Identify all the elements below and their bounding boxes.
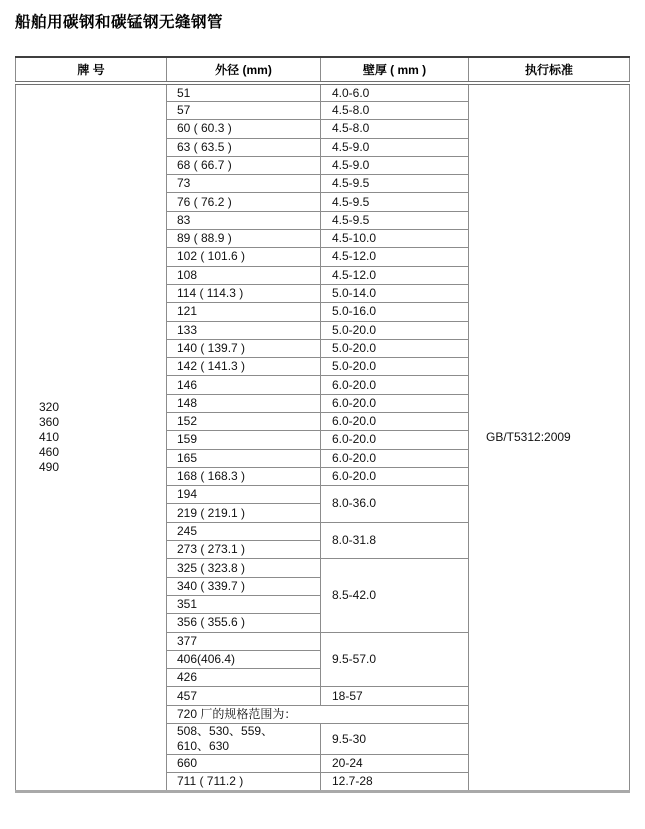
outer-diameter-cell: 508、530、559、 610、630: [167, 724, 321, 755]
outer-diameter-cell: 351: [167, 595, 321, 613]
wall-thickness-cell: 9.5-57.0: [321, 632, 469, 687]
column-header-wall-thickness: 壁厚 ( mm ): [321, 57, 469, 83]
wall-thickness-cell: 20-24: [321, 755, 469, 773]
wall-thickness-cell: 8.0-36.0: [321, 486, 469, 523]
outer-diameter-cell: 60 ( 60.3 ): [167, 120, 321, 138]
outer-diameter-cell: 457: [167, 687, 321, 705]
outer-diameter-cell: 68 ( 66.7 ): [167, 156, 321, 174]
column-header-grade: 牌 号: [16, 57, 167, 83]
wall-thickness-cell: 4.5-9.0: [321, 156, 469, 174]
outer-diameter-cell: 114 ( 114.3 ): [167, 284, 321, 302]
outer-diameter-cell: 63 ( 63.5 ): [167, 138, 321, 156]
outer-diameter-cell: 660: [167, 755, 321, 773]
wall-thickness-cell: 6.0-20.0: [321, 394, 469, 412]
outer-diameter-cell: 377: [167, 632, 321, 650]
wall-thickness-cell: 5.0-14.0: [321, 284, 469, 302]
wall-thickness-cell: 5.0-16.0: [321, 303, 469, 321]
wall-thickness-cell: 6.0-20.0: [321, 412, 469, 430]
wall-thickness-cell: 12.7-28: [321, 773, 469, 791]
wall-thickness-cell: 4.5-8.0: [321, 101, 469, 119]
outer-diameter-cell: 108: [167, 266, 321, 284]
column-header-standard: 执行标准: [469, 57, 630, 83]
table-row: [16, 83, 630, 101]
table-header: [16, 57, 630, 83]
wall-thickness-cell: 5.0-20.0: [321, 339, 469, 357]
outer-diameter-cell: 711 ( 711.2 ): [167, 773, 321, 791]
factory-note-cell: 720 厂的规格范围为：: [167, 705, 469, 723]
wall-thickness-cell: 5.0-20.0: [321, 358, 469, 376]
outer-diameter-cell: 165: [167, 449, 321, 467]
wall-thickness-cell: 4.5-12.0: [321, 248, 469, 266]
header-row: [16, 57, 630, 83]
wall-thickness-cell: 4.5-8.0: [321, 120, 469, 138]
outer-diameter-cell: 146: [167, 376, 321, 394]
wall-thickness-cell: 4.5-9.5: [321, 175, 469, 193]
outer-diameter-cell: 76 ( 76.2 ): [167, 193, 321, 211]
outer-diameter-cell: 152: [167, 412, 321, 430]
wall-thickness-cell: 6.0-20.0: [321, 449, 469, 467]
outer-diameter-cell: 121: [167, 303, 321, 321]
wall-thickness-cell: 4.0-6.0: [321, 83, 469, 101]
wall-thickness-cell: 6.0-20.0: [321, 431, 469, 449]
outer-diameter-cell: 89 ( 88.9 ): [167, 230, 321, 248]
wall-thickness-cell: 4.5-12.0: [321, 266, 469, 284]
outer-diameter-cell: 142 ( 141.3 ): [167, 358, 321, 376]
column-header-outer-diameter: 外径 (mm): [167, 57, 321, 83]
standard-cell: GB/T5312:2009: [469, 83, 630, 791]
wall-thickness-cell: 4.5-9.0: [321, 138, 469, 156]
pipe-spec-table: [15, 56, 630, 792]
wall-thickness-cell: 4.5-10.0: [321, 230, 469, 248]
outer-diameter-cell: 83: [167, 211, 321, 229]
outer-diameter-cell: 102 ( 101.6 ): [167, 248, 321, 266]
wall-thickness-cell: 5.0-20.0: [321, 321, 469, 339]
wall-thickness-cell: 8.0-31.8: [321, 522, 469, 559]
grade-cell: 320 360 410 460 490: [16, 83, 167, 791]
wall-thickness-cell: 4.5-9.5: [321, 193, 469, 211]
outer-diameter-cell: 159: [167, 431, 321, 449]
wall-thickness-cell: 8.5-42.0: [321, 559, 469, 632]
outer-diameter-cell: 194: [167, 486, 321, 504]
outer-diameter-cell: 133: [167, 321, 321, 339]
wall-thickness-cell: 18-57: [321, 687, 469, 705]
wall-thickness-cell: 6.0-20.0: [321, 467, 469, 485]
outer-diameter-cell: 426: [167, 669, 321, 687]
page-title: 船舶用碳钢和碳锰钢无缝钢管: [15, 14, 224, 31]
outer-diameter-cell: 245: [167, 522, 321, 540]
pipe-table-body: [16, 83, 630, 791]
outer-diameter-cell: 219 ( 219.1 ): [167, 504, 321, 522]
outer-diameter-cell: 168 ( 168.3 ): [167, 467, 321, 485]
outer-diameter-cell: 406(406.4): [167, 650, 321, 668]
outer-diameter-cell: 57: [167, 101, 321, 119]
wall-thickness-cell: 6.0-20.0: [321, 376, 469, 394]
outer-diameter-cell: 356 ( 355.6 ): [167, 614, 321, 632]
outer-diameter-cell: 273 ( 273.1 ): [167, 541, 321, 559]
wall-thickness-cell: 4.5-9.5: [321, 211, 469, 229]
outer-diameter-cell: 51: [167, 83, 321, 101]
wall-thickness-cell: 9.5-30: [321, 724, 469, 755]
outer-diameter-cell: 325 ( 323.8 ): [167, 559, 321, 577]
outer-diameter-cell: 340 ( 339.7 ): [167, 577, 321, 595]
outer-diameter-cell: 73: [167, 175, 321, 193]
outer-diameter-cell: 148: [167, 394, 321, 412]
outer-diameter-cell: 140 ( 139.7 ): [167, 339, 321, 357]
